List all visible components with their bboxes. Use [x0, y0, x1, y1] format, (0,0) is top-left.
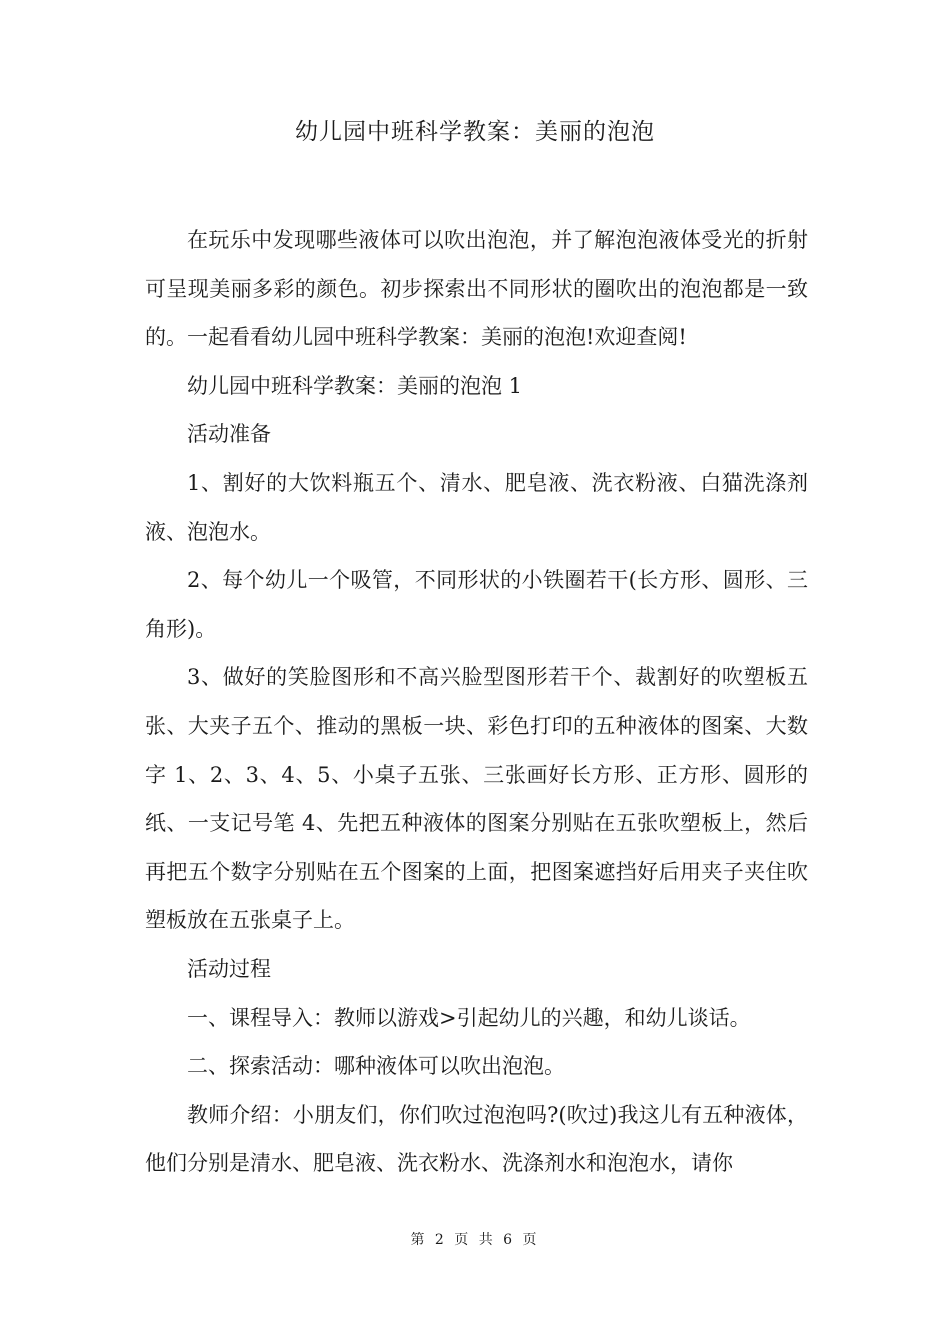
paragraph: 幼儿园中班科学教案：美丽的泡泡 1: [187, 373, 523, 398]
paragraph: 一、课程导入：教师以游戏>引起幼儿的兴趣，和幼儿谈话。: [187, 1005, 751, 1030]
section-heading: 活动过程: [187, 956, 271, 981]
page-number-footer: 第 2 页 共 6 页: [410, 1232, 540, 1248]
list-item: 2、每个幼儿一个吸管，不同形状的小铁圈若干(长方形、圆形、三角形)。: [145, 568, 808, 641]
paragraph: 二、探索活动：哪种液体可以吹出泡泡。: [187, 1054, 565, 1079]
document-body: [145, 216, 808, 1188]
paragraph: 在玩乐中发现哪些液体可以吹出泡泡，并了解泡泡液体受光的折射可呈现美丽多彩的颜色。初步探索出不同形状的圈吹出的泡泡都是一致的。一起看看幼儿园中班科学教案：美丽的泡泡!欢迎查阅!: [145, 228, 808, 350]
section-heading: 活动准备: [187, 422, 271, 447]
paragraph: 教师介绍：小朋友们，你们吹过泡泡吗?(吹过)我这儿有五种液体，他们分别是清水、肥皂液、洗衣粉水、洗涤剂水和泡泡水，请你: [145, 1102, 808, 1176]
list-item: 1、割好的大饮料瓶五个、清水、肥皂液、洗衣粉液、白猫洗涤剂液、泡泡水。: [145, 470, 808, 544]
document-title: 幼儿园中班科学教案：美丽的泡泡: [295, 119, 655, 145]
list-item: 3、做好的笑脸图形和不高兴脸型图形若干个、裁割好的吹塑板五张、大夹子五个、推动的黑板一块、彩色打印的五种液体的图案、大数字 1、2、3、4、5、小桌子五张、三张画好长方形、正方形、圆形的纸、一支记号笔 4、先把五种液体的图案分别贴在五张吹塑板上，然后再把五个数字分别贴在五个图案的上面，把图案遮挡好后用夹子夹住吹塑板放在五张桌子上。: [145, 665, 808, 933]
